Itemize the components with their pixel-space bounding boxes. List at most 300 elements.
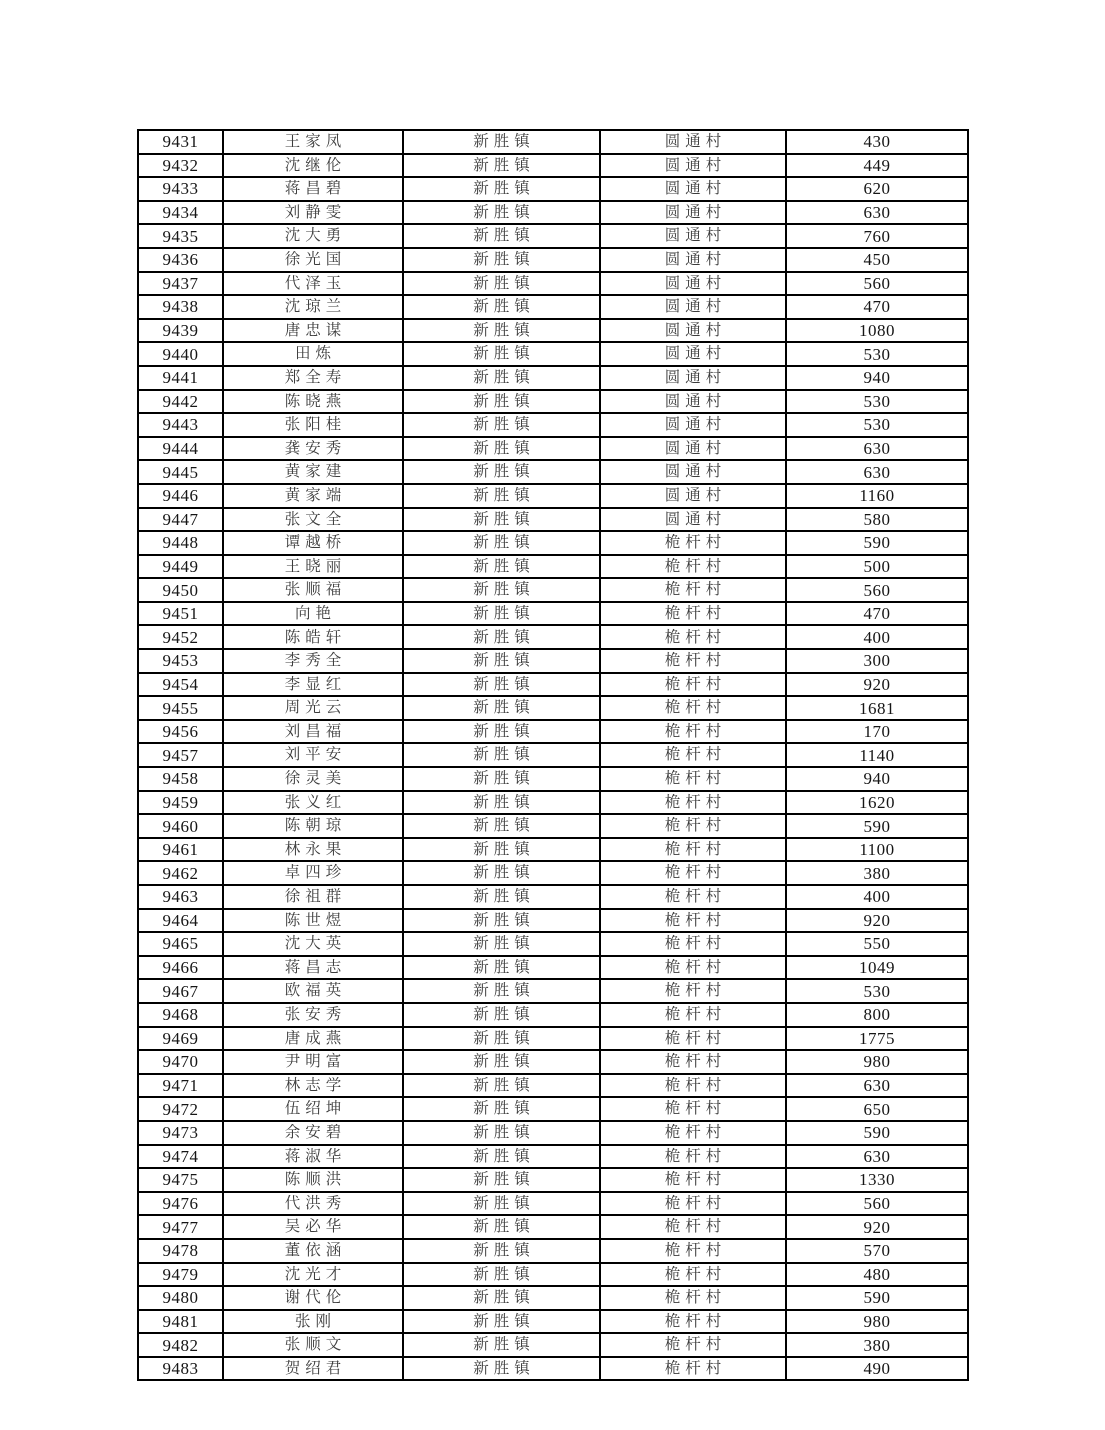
- cell-name: 贺绍君: [223, 1357, 403, 1381]
- cell-name: 张义红: [223, 791, 403, 815]
- cell-town: 新胜镇: [403, 437, 600, 461]
- cell-name: 董依涵: [223, 1239, 403, 1263]
- cell-amount: 920: [786, 673, 968, 697]
- cell-town: 新胜镇: [403, 390, 600, 414]
- cell-village: 圆通村: [600, 390, 786, 414]
- cell-village: 桅杆村: [600, 1286, 786, 1310]
- table-row: [138, 861, 968, 885]
- cell-village: 圆通村: [600, 460, 786, 484]
- table-row: [138, 909, 968, 933]
- cell-town: 新胜镇: [403, 578, 600, 602]
- cell-town: 新胜镇: [403, 531, 600, 555]
- cell-id: 9473: [138, 1121, 223, 1145]
- cell-amount: 1140: [786, 743, 968, 767]
- cell-name: 张刚: [223, 1310, 403, 1334]
- cell-town: 新胜镇: [403, 814, 600, 838]
- cell-amount: 530: [786, 342, 968, 366]
- cell-village: 桅杆村: [600, 1333, 786, 1357]
- cell-name: 谭越桥: [223, 531, 403, 555]
- table-row: [138, 720, 968, 744]
- table-row: [138, 437, 968, 461]
- table-row: [138, 390, 968, 414]
- cell-village: 圆通村: [600, 508, 786, 532]
- cell-amount: 560: [786, 1192, 968, 1216]
- cell-id: 9463: [138, 885, 223, 909]
- cell-town: 新胜镇: [403, 319, 600, 343]
- cell-amount: 650: [786, 1097, 968, 1121]
- cell-town: 新胜镇: [403, 673, 600, 697]
- cell-town: 新胜镇: [403, 248, 600, 272]
- cell-id: 9441: [138, 366, 223, 390]
- table-row: [138, 177, 968, 201]
- cell-town: 新胜镇: [403, 366, 600, 390]
- table-row: [138, 1192, 968, 1216]
- cell-amount: 530: [786, 979, 968, 1003]
- cell-amount: 590: [786, 1286, 968, 1310]
- table-row: [138, 1310, 968, 1334]
- cell-name: 沈继伦: [223, 154, 403, 178]
- cell-amount: 400: [786, 885, 968, 909]
- cell-amount: 1620: [786, 791, 968, 815]
- cell-town: 新胜镇: [403, 696, 600, 720]
- cell-village: 桅杆村: [600, 885, 786, 909]
- cell-village: 桅杆村: [600, 1145, 786, 1169]
- cell-village: 桅杆村: [600, 814, 786, 838]
- cell-id: 9435: [138, 224, 223, 248]
- cell-amount: 560: [786, 272, 968, 296]
- cell-town: 新胜镇: [403, 979, 600, 1003]
- cell-name: 刘静雯: [223, 201, 403, 225]
- cell-town: 新胜镇: [403, 1097, 600, 1121]
- cell-name: 陈皓轩: [223, 625, 403, 649]
- cell-village: 桅杆村: [600, 673, 786, 697]
- cell-name: 徐灵美: [223, 767, 403, 791]
- cell-id: 9446: [138, 484, 223, 508]
- cell-village: 桅杆村: [600, 578, 786, 602]
- cell-name: 徐光国: [223, 248, 403, 272]
- cell-village: 圆通村: [600, 201, 786, 225]
- cell-amount: 450: [786, 248, 968, 272]
- cell-id: 9445: [138, 460, 223, 484]
- cell-id: 9467: [138, 979, 223, 1003]
- cell-amount: 1100: [786, 838, 968, 862]
- cell-town: 新胜镇: [403, 1027, 600, 1051]
- cell-name: 陈晓燕: [223, 390, 403, 414]
- cell-name: 吴必华: [223, 1215, 403, 1239]
- cell-town: 新胜镇: [403, 1357, 600, 1381]
- table-row: [138, 555, 968, 579]
- table-row: [138, 791, 968, 815]
- cell-name: 田炼: [223, 342, 403, 366]
- cell-id: 9456: [138, 720, 223, 744]
- cell-amount: 1681: [786, 696, 968, 720]
- table-row: [138, 531, 968, 555]
- table-row: [138, 932, 968, 956]
- cell-id: 9453: [138, 649, 223, 673]
- cell-name: 林永果: [223, 838, 403, 862]
- cell-town: 新胜镇: [403, 1050, 600, 1074]
- cell-town: 新胜镇: [403, 909, 600, 933]
- cell-id: 9444: [138, 437, 223, 461]
- cell-amount: 590: [786, 814, 968, 838]
- cell-village: 桅杆村: [600, 649, 786, 673]
- cell-town: 新胜镇: [403, 1239, 600, 1263]
- cell-id: 9434: [138, 201, 223, 225]
- cell-amount: 449: [786, 154, 968, 178]
- cell-amount: 920: [786, 909, 968, 933]
- table-row: [138, 130, 968, 154]
- cell-amount: 300: [786, 649, 968, 673]
- cell-town: 新胜镇: [403, 1333, 600, 1357]
- table-row: [138, 1286, 968, 1310]
- cell-id: 9472: [138, 1097, 223, 1121]
- cell-town: 新胜镇: [403, 201, 600, 225]
- cell-village: 桅杆村: [600, 743, 786, 767]
- table-row: [138, 484, 968, 508]
- cell-village: 桅杆村: [600, 1168, 786, 1192]
- cell-name: 沈光才: [223, 1263, 403, 1287]
- cell-amount: 760: [786, 224, 968, 248]
- cell-village: 圆通村: [600, 224, 786, 248]
- cell-amount: 580: [786, 508, 968, 532]
- cell-id: 9478: [138, 1239, 223, 1263]
- cell-village: 桅杆村: [600, 1097, 786, 1121]
- cell-village: 桅杆村: [600, 1027, 786, 1051]
- cell-name: 王家凤: [223, 130, 403, 154]
- cell-id: 9479: [138, 1263, 223, 1287]
- cell-amount: 630: [786, 437, 968, 461]
- cell-village: 圆通村: [600, 154, 786, 178]
- cell-id: 9432: [138, 154, 223, 178]
- table-row: [138, 1074, 968, 1098]
- cell-amount: 1330: [786, 1168, 968, 1192]
- cell-amount: 380: [786, 861, 968, 885]
- cell-id: 9433: [138, 177, 223, 201]
- cell-id: 9468: [138, 1003, 223, 1027]
- cell-id: 9476: [138, 1192, 223, 1216]
- cell-village: 桅杆村: [600, 531, 786, 555]
- cell-name: 徐祖群: [223, 885, 403, 909]
- cell-name: 龚安秀: [223, 437, 403, 461]
- table-row: [138, 1215, 968, 1239]
- cell-id: 9475: [138, 1168, 223, 1192]
- cell-village: 桅杆村: [600, 1310, 786, 1334]
- cell-town: 新胜镇: [403, 1145, 600, 1169]
- cell-id: 9466: [138, 956, 223, 980]
- cell-village: 桅杆村: [600, 1192, 786, 1216]
- cell-amount: 620: [786, 177, 968, 201]
- cell-town: 新胜镇: [403, 1168, 600, 1192]
- cell-village: 圆通村: [600, 413, 786, 437]
- cell-town: 新胜镇: [403, 602, 600, 626]
- cell-village: 桅杆村: [600, 1239, 786, 1263]
- cell-amount: 500: [786, 555, 968, 579]
- cell-name: 唐忠谋: [223, 319, 403, 343]
- cell-id: 9457: [138, 743, 223, 767]
- cell-town: 新胜镇: [403, 1263, 600, 1287]
- cell-amount: 590: [786, 1121, 968, 1145]
- table-row: [138, 1239, 968, 1263]
- cell-town: 新胜镇: [403, 1074, 600, 1098]
- cell-town: 新胜镇: [403, 791, 600, 815]
- cell-village: 桅杆村: [600, 979, 786, 1003]
- cell-amount: 550: [786, 932, 968, 956]
- cell-name: 周光云: [223, 696, 403, 720]
- cell-name: 谢代伦: [223, 1286, 403, 1310]
- cell-amount: 980: [786, 1310, 968, 1334]
- cell-name: 张顺福: [223, 578, 403, 602]
- cell-name: 伍绍坤: [223, 1097, 403, 1121]
- cell-amount: 630: [786, 201, 968, 225]
- cell-name: 余安碧: [223, 1121, 403, 1145]
- cell-village: 桅杆村: [600, 767, 786, 791]
- cell-village: 桅杆村: [600, 1121, 786, 1145]
- cell-id: 9480: [138, 1286, 223, 1310]
- table-row: [138, 272, 968, 296]
- cell-name: 尹明富: [223, 1050, 403, 1074]
- cell-town: 新胜镇: [403, 1003, 600, 1027]
- table-row: [138, 154, 968, 178]
- cell-name: 沈大勇: [223, 224, 403, 248]
- cell-village: 桅杆村: [600, 1215, 786, 1239]
- table-row: [138, 1145, 968, 1169]
- cell-amount: 630: [786, 460, 968, 484]
- cell-name: 沈琼兰: [223, 295, 403, 319]
- table-row: [138, 767, 968, 791]
- cell-id: 9477: [138, 1215, 223, 1239]
- cell-amount: 940: [786, 366, 968, 390]
- cell-town: 新胜镇: [403, 154, 600, 178]
- table-row: [138, 342, 968, 366]
- table-row: [138, 673, 968, 697]
- cell-town: 新胜镇: [403, 1192, 600, 1216]
- cell-village: 圆通村: [600, 319, 786, 343]
- cell-village: 桅杆村: [600, 838, 786, 862]
- cell-name: 陈世煜: [223, 909, 403, 933]
- table-row: [138, 1003, 968, 1027]
- cell-id: 9451: [138, 602, 223, 626]
- cell-village: 圆通村: [600, 366, 786, 390]
- cell-village: 桅杆村: [600, 909, 786, 933]
- cell-id: 9436: [138, 248, 223, 272]
- cell-name: 张安秀: [223, 1003, 403, 1027]
- cell-village: 桅杆村: [600, 956, 786, 980]
- table-row: [138, 1027, 968, 1051]
- cell-village: 桅杆村: [600, 1003, 786, 1027]
- cell-name: 陈朝琼: [223, 814, 403, 838]
- cell-town: 新胜镇: [403, 767, 600, 791]
- table-row: [138, 1357, 968, 1381]
- cell-amount: 380: [786, 1333, 968, 1357]
- cell-town: 新胜镇: [403, 1121, 600, 1145]
- table-row: [138, 201, 968, 225]
- cell-id: 9440: [138, 342, 223, 366]
- cell-village: 圆通村: [600, 342, 786, 366]
- cell-town: 新胜镇: [403, 413, 600, 437]
- cell-name: 欧福英: [223, 979, 403, 1003]
- cell-name: 黄家端: [223, 484, 403, 508]
- records-table-body: [138, 130, 968, 1380]
- cell-village: 圆通村: [600, 272, 786, 296]
- cell-id: 9448: [138, 531, 223, 555]
- cell-town: 新胜镇: [403, 838, 600, 862]
- cell-town: 新胜镇: [403, 272, 600, 296]
- cell-town: 新胜镇: [403, 885, 600, 909]
- cell-name: 王晓丽: [223, 555, 403, 579]
- table-row: [138, 979, 968, 1003]
- cell-amount: 1080: [786, 319, 968, 343]
- cell-name: 卓四珍: [223, 861, 403, 885]
- cell-id: 9437: [138, 272, 223, 296]
- cell-amount: 490: [786, 1357, 968, 1381]
- cell-amount: 980: [786, 1050, 968, 1074]
- cell-id: 9471: [138, 1074, 223, 1098]
- cell-id: 9431: [138, 130, 223, 154]
- cell-name: 黄家建: [223, 460, 403, 484]
- table-row: [138, 1333, 968, 1357]
- cell-town: 新胜镇: [403, 130, 600, 154]
- cell-town: 新胜镇: [403, 649, 600, 673]
- cell-village: 桅杆村: [600, 625, 786, 649]
- cell-name: 蒋昌碧: [223, 177, 403, 201]
- table-row: [138, 1168, 968, 1192]
- cell-amount: 800: [786, 1003, 968, 1027]
- cell-name: 代泽玉: [223, 272, 403, 296]
- cell-town: 新胜镇: [403, 484, 600, 508]
- cell-amount: 590: [786, 531, 968, 555]
- cell-amount: 920: [786, 1215, 968, 1239]
- cell-village: 桅杆村: [600, 602, 786, 626]
- table-row: [138, 460, 968, 484]
- cell-town: 新胜镇: [403, 295, 600, 319]
- cell-name: 陈顺洪: [223, 1168, 403, 1192]
- cell-village: 桅杆村: [600, 696, 786, 720]
- cell-id: 9461: [138, 838, 223, 862]
- table-row: [138, 224, 968, 248]
- cell-id: 9450: [138, 578, 223, 602]
- cell-id: 9482: [138, 1333, 223, 1357]
- cell-village: 桅杆村: [600, 861, 786, 885]
- table-row: [138, 838, 968, 862]
- cell-name: 蒋昌志: [223, 956, 403, 980]
- cell-name: 蒋淑华: [223, 1145, 403, 1169]
- table-row: [138, 1263, 968, 1287]
- cell-name: 张阳桂: [223, 413, 403, 437]
- cell-village: 桅杆村: [600, 1263, 786, 1287]
- cell-village: 圆通村: [600, 295, 786, 319]
- cell-id: 9442: [138, 390, 223, 414]
- cell-name: 刘昌福: [223, 720, 403, 744]
- cell-id: 9449: [138, 555, 223, 579]
- cell-amount: 630: [786, 1145, 968, 1169]
- cell-village: 桅杆村: [600, 720, 786, 744]
- cell-amount: 530: [786, 390, 968, 414]
- table-row: [138, 295, 968, 319]
- cell-town: 新胜镇: [403, 720, 600, 744]
- cell-id: 9438: [138, 295, 223, 319]
- table-row: [138, 1121, 968, 1145]
- cell-town: 新胜镇: [403, 743, 600, 767]
- cell-town: 新胜镇: [403, 555, 600, 579]
- cell-amount: 470: [786, 602, 968, 626]
- cell-town: 新胜镇: [403, 932, 600, 956]
- cell-name: 林志学: [223, 1074, 403, 1098]
- cell-name: 唐成燕: [223, 1027, 403, 1051]
- table-row: [138, 248, 968, 272]
- cell-id: 9481: [138, 1310, 223, 1334]
- cell-town: 新胜镇: [403, 460, 600, 484]
- cell-village: 桅杆村: [600, 1050, 786, 1074]
- cell-id: 9447: [138, 508, 223, 532]
- table-row: [138, 649, 968, 673]
- cell-name: 李秀全: [223, 649, 403, 673]
- cell-village: 桅杆村: [600, 1357, 786, 1381]
- table-row: [138, 696, 968, 720]
- cell-amount: 570: [786, 1239, 968, 1263]
- cell-village: 圆通村: [600, 484, 786, 508]
- cell-id: 9439: [138, 319, 223, 343]
- cell-id: 9458: [138, 767, 223, 791]
- cell-village: 桅杆村: [600, 1074, 786, 1098]
- cell-name: 郑全寿: [223, 366, 403, 390]
- table-row: [138, 413, 968, 437]
- cell-id: 9455: [138, 696, 223, 720]
- cell-village: 桅杆村: [600, 555, 786, 579]
- cell-id: 9465: [138, 932, 223, 956]
- cell-id: 9462: [138, 861, 223, 885]
- cell-town: 新胜镇: [403, 861, 600, 885]
- cell-name: 张顺文: [223, 1333, 403, 1357]
- cell-amount: 940: [786, 767, 968, 791]
- cell-amount: 480: [786, 1263, 968, 1287]
- table-row: [138, 956, 968, 980]
- cell-village: 圆通村: [600, 130, 786, 154]
- table-row: [138, 508, 968, 532]
- cell-id: 9470: [138, 1050, 223, 1074]
- cell-amount: 430: [786, 130, 968, 154]
- table-row: [138, 814, 968, 838]
- cell-town: 新胜镇: [403, 1215, 600, 1239]
- table-row: [138, 1097, 968, 1121]
- cell-amount: 400: [786, 625, 968, 649]
- cell-village: 桅杆村: [600, 791, 786, 815]
- table-row: [138, 743, 968, 767]
- cell-name: 刘平安: [223, 743, 403, 767]
- cell-village: 桅杆村: [600, 932, 786, 956]
- cell-amount: 470: [786, 295, 968, 319]
- cell-id: 9474: [138, 1145, 223, 1169]
- cell-amount: 1160: [786, 484, 968, 508]
- cell-id: 9454: [138, 673, 223, 697]
- cell-id: 9443: [138, 413, 223, 437]
- cell-town: 新胜镇: [403, 342, 600, 366]
- cell-name: 代洪秀: [223, 1192, 403, 1216]
- cell-amount: 1775: [786, 1027, 968, 1051]
- cell-amount: 560: [786, 578, 968, 602]
- cell-id: 9452: [138, 625, 223, 649]
- cell-village: 圆通村: [600, 177, 786, 201]
- table-row: [138, 319, 968, 343]
- cell-town: 新胜镇: [403, 224, 600, 248]
- cell-town: 新胜镇: [403, 177, 600, 201]
- cell-name: 沈大英: [223, 932, 403, 956]
- table-row: [138, 625, 968, 649]
- cell-village: 圆通村: [600, 437, 786, 461]
- table-row: [138, 885, 968, 909]
- cell-town: 新胜镇: [403, 625, 600, 649]
- cell-village: 圆通村: [600, 248, 786, 272]
- cell-id: 9460: [138, 814, 223, 838]
